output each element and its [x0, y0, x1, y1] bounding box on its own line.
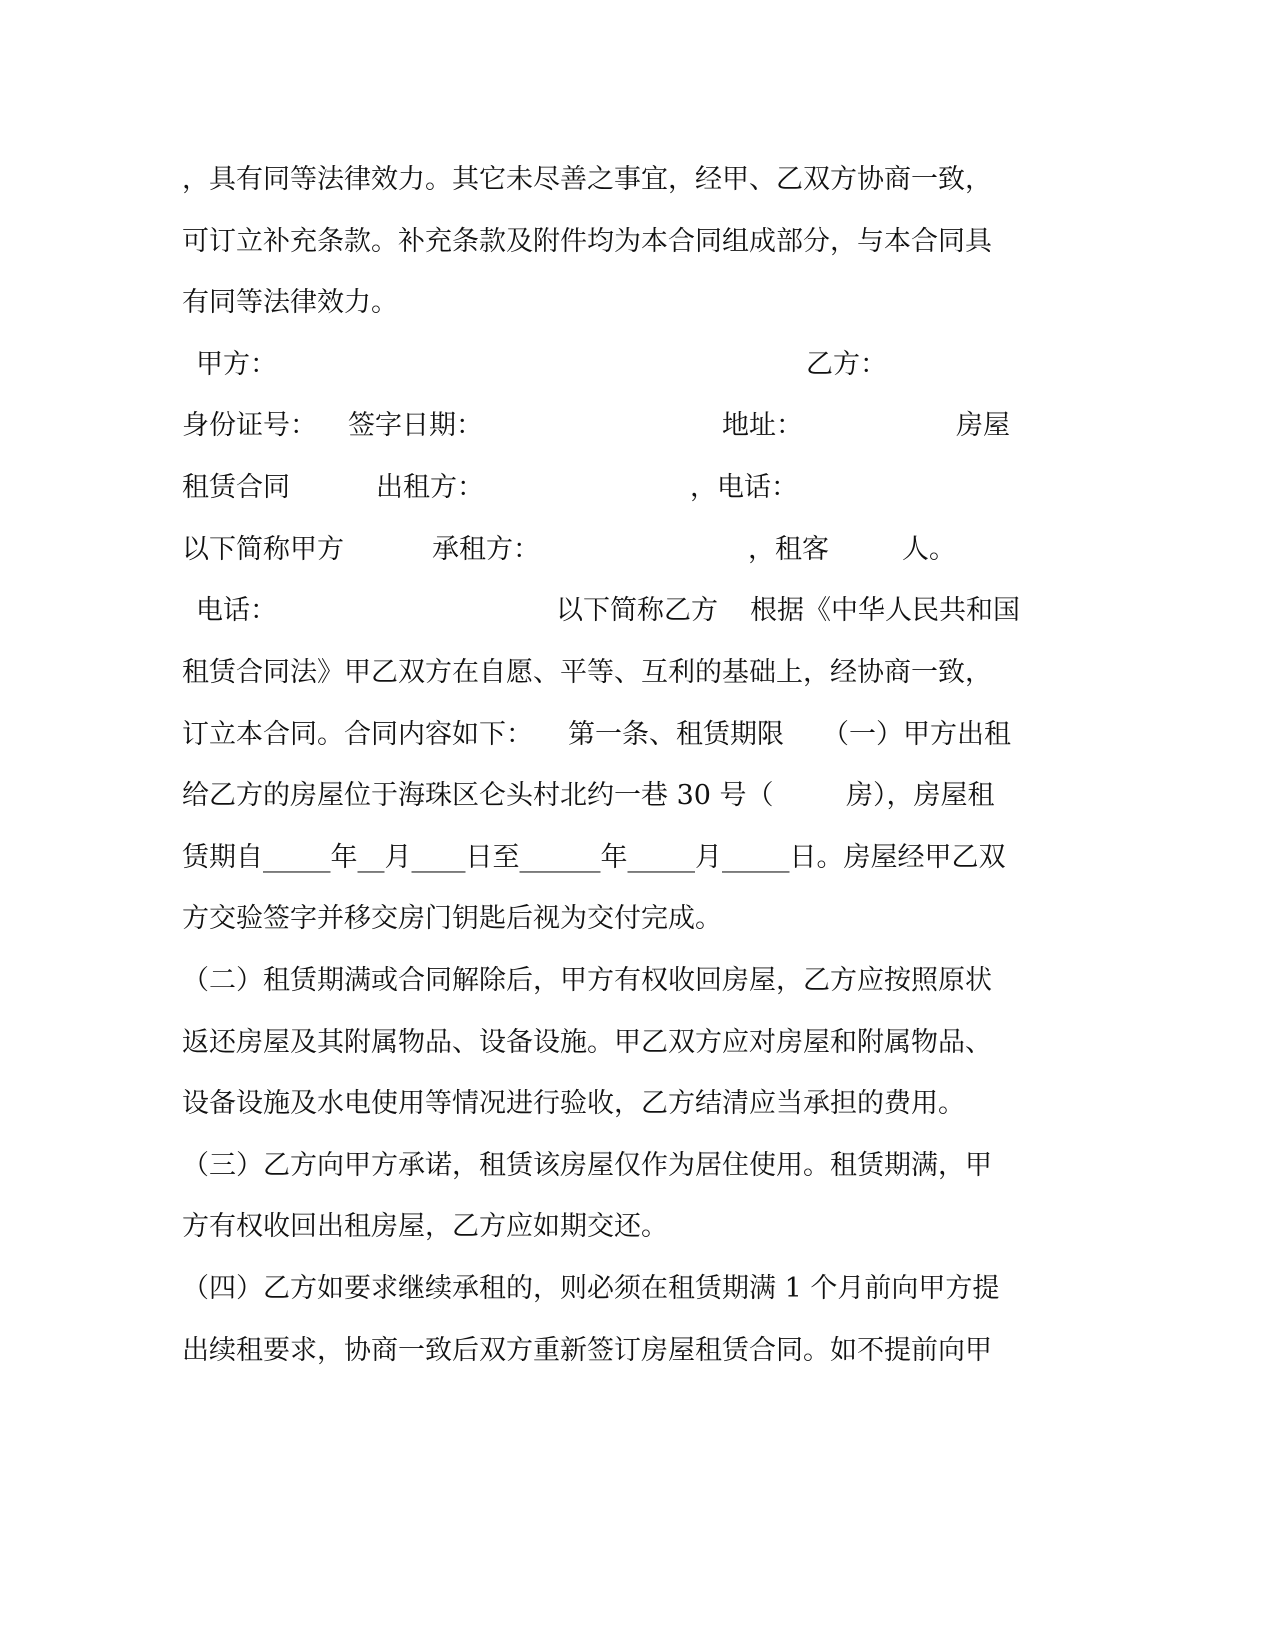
lessee-label: 承租方： — [432, 534, 540, 565]
text-segment: 设备设施及水电使用等情况进行验收，乙方结清应当承担的费用。 — [182, 1088, 965, 1119]
text-line — [0, 899, 1275, 939]
text-segment: （四）乙方如要求继续承租的，则必须在租赁期满 1 个月前向甲方提 — [182, 1273, 1000, 1304]
text-line — [0, 468, 1275, 508]
text-segment: 订立本合同。合同内容如下： — [182, 719, 533, 750]
signature-line — [0, 345, 1275, 385]
text-segment: 出续租要求，协商一致后双方重新签订房屋租赁合同。如不提前向甲 — [182, 1335, 992, 1366]
text-line — [0, 1084, 1275, 1124]
signature-line — [0, 406, 1275, 446]
text-segment: 房），房屋租 — [846, 780, 995, 811]
phone-label: ，电话： — [690, 472, 798, 503]
text-line — [0, 1207, 1275, 1247]
party-a-label: 甲方： — [196, 349, 277, 380]
text-segment: 人。 — [902, 534, 956, 565]
text-segment: 给乙方的房屋位于海珠区仑头村北约一巷 30 号（ — [182, 780, 774, 811]
text-segment: 以下简称乙方 — [556, 595, 718, 626]
text-segment: （三）乙方向甲方承诺，租赁该房屋仅作为居住使用。租赁期满，甲 — [182, 1150, 992, 1181]
text-segment: 方交验签字并移交房门钥匙后视为交付完成。 — [182, 903, 722, 934]
text-line — [0, 530, 1275, 570]
text-line — [0, 160, 1275, 200]
text-segment: 方有权收回出租房屋，乙方应如期交还。 — [182, 1211, 668, 1242]
text-segment: （一）甲方出租 — [822, 719, 1011, 750]
text-line — [0, 1269, 1275, 1309]
text-line — [0, 838, 1275, 878]
text-segment: 赁期自_____年__月____日至______年_____月_____日。房屋经甲乙双 — [182, 842, 1006, 873]
text-segment: 房屋 — [956, 410, 1010, 441]
text-line — [0, 591, 1275, 631]
text-line — [0, 283, 1275, 323]
text-line — [0, 961, 1275, 1001]
text-segment: 返还房屋及其附属物品、设备设施。甲乙双方应对房屋和附属物品、 — [182, 1027, 992, 1058]
address-label: 地址： — [722, 410, 803, 441]
text-line — [0, 1331, 1275, 1371]
text-segment: 有同等法律效力。 — [182, 287, 398, 318]
phone-label: 电话： — [196, 595, 277, 626]
text-line — [0, 715, 1275, 755]
contract-title: 租赁合同 — [182, 472, 290, 503]
party-b-label: 乙方： — [806, 349, 887, 380]
text-segment: ，具有同等法律效力。其它未尽善之事宜，经甲、乙双方协商一致， — [182, 164, 992, 195]
sign-date-label: 签字日期： — [348, 410, 483, 441]
text-segment: ，租客 — [748, 534, 829, 565]
text-line — [0, 222, 1275, 262]
lessor-label: 出租方： — [376, 472, 484, 503]
text-line — [0, 1023, 1275, 1063]
text-line — [0, 653, 1275, 693]
text-line — [0, 1146, 1275, 1186]
article-heading: 第一条、租赁期限 — [568, 719, 784, 750]
text-segment: 可订立补充条款。补充条款及附件均为本合同组成部分，与本合同具 — [182, 226, 992, 257]
id-number-label: 身份证号： — [182, 410, 317, 441]
text-segment: 根据《中华人民共和国 — [750, 595, 1020, 626]
text-line — [0, 776, 1275, 816]
text-segment: 以下简称甲方 — [182, 534, 344, 565]
text-segment: （二）租赁期满或合同解除后，甲方有权收回房屋，乙方应按照原状 — [182, 965, 992, 996]
text-segment: 租赁合同法》甲乙双方在自愿、平等、互利的基础上，经协商一致， — [182, 657, 992, 688]
